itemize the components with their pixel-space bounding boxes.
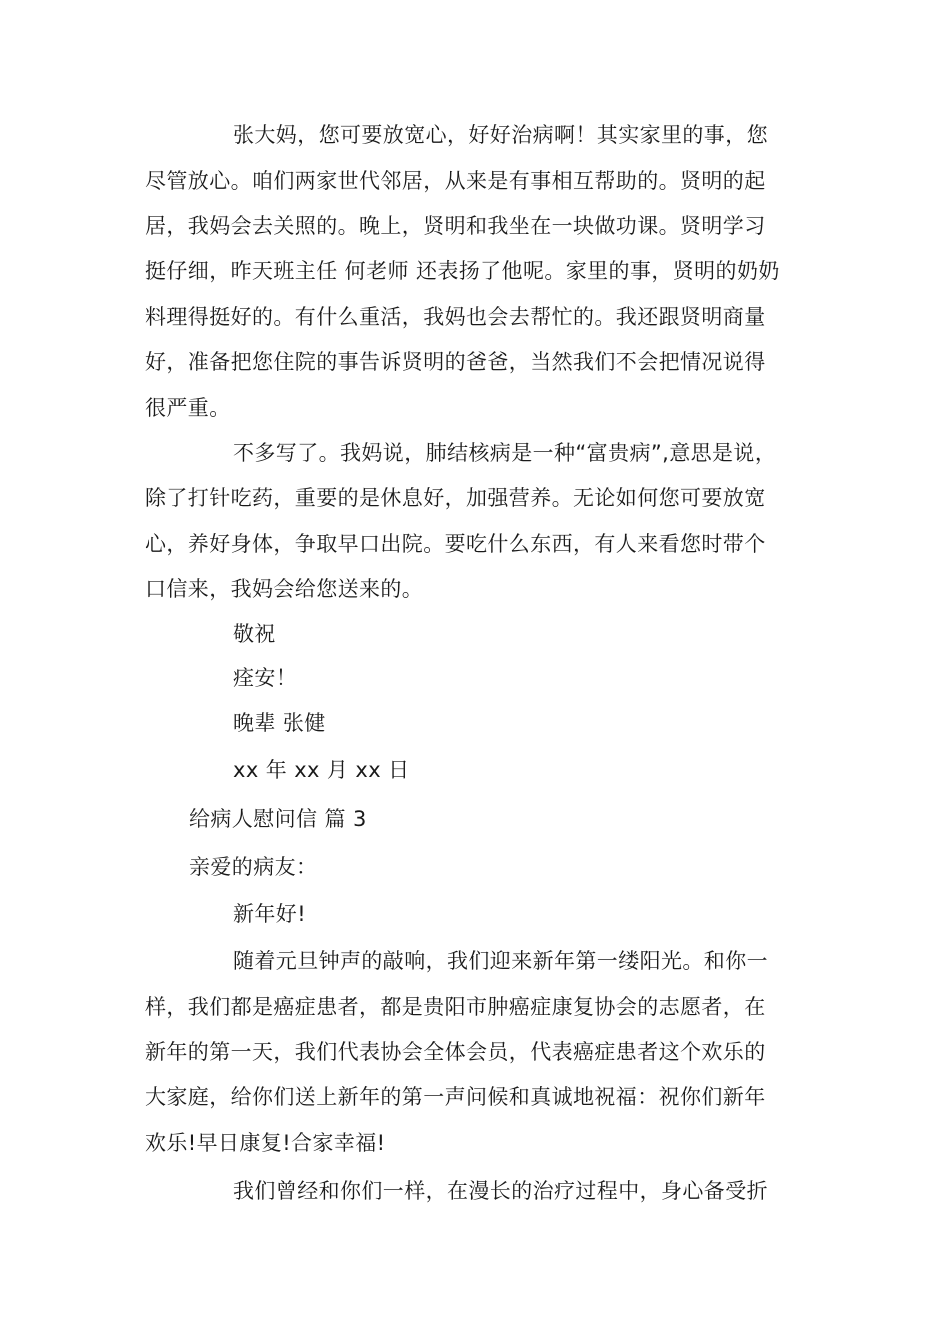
p4-line-1: 我们曾经和你们一样，在漫长的治疗过程中，身心备受折 bbox=[233, 1179, 768, 1203]
p1-line-5: 料理得挺好的。有什么重活，我妈也会去帮忙的。我还跟贤明商量 bbox=[145, 305, 766, 329]
p1-line-2: 尽管放心。咱们两家世代邻居，从来是有事相互帮助的。贤明的起 bbox=[145, 169, 766, 193]
p3-line-4: 大家庭，给你们送上新年的第一声问候和真诚地祝福：祝你们新年 bbox=[145, 1085, 766, 1109]
p1-line-4: 挺仔细，昨天班主任 何老师 还表扬了他呢。家里的事，贤明的奶奶 bbox=[145, 259, 780, 283]
letter-greeting: 亲爱的病友： bbox=[189, 855, 318, 879]
p2-line-4: 口信来，我妈会给您送来的。 bbox=[145, 577, 424, 601]
p2-line-2: 除了打针吃药，重要的是休息好，加强营养。无论如何您可要放宽 bbox=[145, 486, 766, 510]
closing-salutation: 敬祝 bbox=[233, 622, 276, 646]
p1-line-7: 很严重。 bbox=[145, 396, 231, 420]
new-year-greeting: 新年好! bbox=[233, 902, 307, 926]
p3-line-5: 欢乐!早日康复!合家幸福! bbox=[145, 1131, 386, 1155]
p3-line-1: 随着元旦钟声的敲响，我们迎来新年第一缕阳光。和你一 bbox=[233, 949, 768, 973]
closing-wish: 痊安！ bbox=[233, 666, 298, 690]
p3-line-3: 新年的第一天，我们代表协会全体会员，代表癌症患者这个欢乐的 bbox=[145, 1040, 766, 1064]
p1-line-6: 好，准备把您住院的事告诉贤明的爸爸，当然我们不会把情况说得 bbox=[145, 350, 766, 374]
section-title: 给病人慰问信 篇 3 bbox=[189, 807, 367, 831]
p1-line-3: 居，我妈会去关照的。晚上，贤明和我坐在一块做功课。贤明学习 bbox=[145, 214, 766, 238]
closing-date: xx 年 xx 月 xx 日 bbox=[233, 758, 410, 782]
p3-line-2: 样，我们都是癌症患者，都是贵阳市肿癌症康复协会的志愿者，在 bbox=[145, 995, 766, 1019]
closing-signature: 晚辈 张健 bbox=[233, 711, 326, 735]
p2-line-3: 心，养好身体，争取早口出院。要吃什么东西，有人来看您时带个 bbox=[145, 532, 766, 556]
p2-line-1: 不多写了。我妈说，肺结核病是一种“富贵病”,意思是说， bbox=[233, 441, 777, 465]
p1-line-1: 张大妈，您可要放宽心，好好治病啊！其实家里的事，您 bbox=[233, 123, 768, 147]
